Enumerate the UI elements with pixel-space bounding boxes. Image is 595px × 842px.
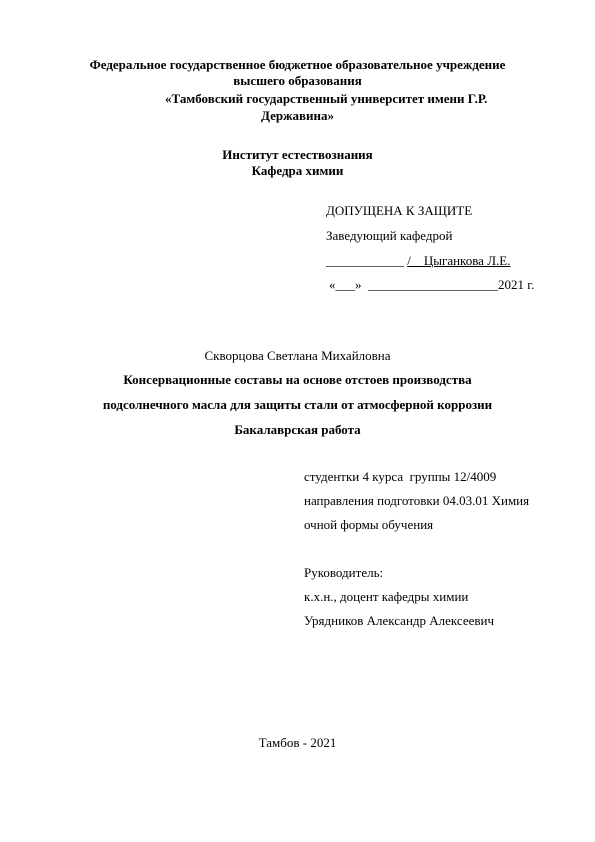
city-year: Тамбов - 2021 (258, 735, 337, 750)
institute-name: Институт естествознания (222, 147, 373, 162)
approval-status: ДОПУЩЕНА К ЗАЩИТЕ (326, 203, 473, 218)
student-line-1: студентки 4 курса группы 12/4009 (304, 469, 497, 484)
supervisor-label: Руководитель: (304, 565, 384, 580)
author-name: Скворцова Светлана Михайловна (204, 348, 391, 363)
date-open: «___» (329, 277, 362, 292)
header-line-4: Державина» (260, 108, 335, 123)
date-year: 2021 г. (498, 277, 535, 292)
header-line-3: «Тамбовский государственный университет имени Г.Р. (165, 91, 488, 106)
student-line-2: направления подготовки 04.03.01 Химия (304, 493, 530, 508)
thesis-title-line-1: Консервационные составы на основе отстоев производства (123, 372, 472, 387)
header-line-1: Федеральное государственное бюджетное образовательное учреждение (89, 57, 506, 72)
signature-separator: / (407, 253, 411, 268)
student-line-3: очной формы обучения (304, 517, 434, 532)
head-name: Цыганкова Л.Е. (410, 253, 511, 268)
approval-role: Заведующий кафедрой (326, 228, 453, 243)
supervisor-position: к.х.н., доцент кафедры химии (304, 589, 469, 604)
approval-signature-line (326, 253, 510, 269)
header-line-2: высшего образования (233, 73, 362, 88)
supervisor-name: Урядников Александр Алексеевич (304, 613, 495, 628)
thesis-title-line-2: подсолнечного масла для защиты стали от атмосферной коррозии (102, 397, 493, 412)
approval-date-line (329, 277, 534, 293)
work-type: Бакалаврская работа (234, 422, 361, 437)
signature-blank: ____________ (326, 253, 404, 268)
department-name: Кафедра химии (251, 163, 344, 178)
date-blank: ____________________ (368, 277, 498, 292)
